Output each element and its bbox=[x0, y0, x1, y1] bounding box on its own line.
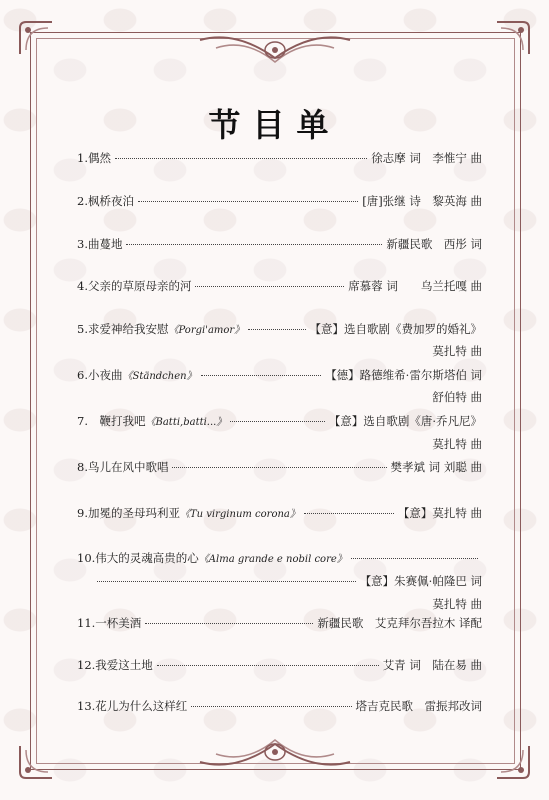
corner-ornament-icon bbox=[495, 20, 531, 56]
item-credits: 艾青 词 陆在易 曲 bbox=[382, 658, 482, 672]
program-item bbox=[77, 236, 482, 254]
item-title: 7. 鞭打我吧 bbox=[77, 414, 146, 428]
program-item bbox=[77, 278, 482, 296]
program-item-continued bbox=[77, 573, 482, 591]
program-item bbox=[77, 367, 482, 385]
item-composer: 舒伯特 曲 bbox=[432, 390, 482, 404]
item-credits: 新疆民歌 西彤 词 bbox=[386, 237, 482, 251]
dot-leader bbox=[351, 558, 478, 559]
item-original-title: 《Porgi'amor》 bbox=[168, 325, 245, 336]
item-credits: 【意】选自歌剧《费加罗的婚礼》 bbox=[309, 322, 482, 336]
bottom-ornament-icon bbox=[196, 734, 354, 774]
item-title: 10.伟大的灵魂高贵的心 bbox=[77, 551, 199, 565]
item-title: 9.加冕的圣母玛利亚 bbox=[77, 506, 180, 520]
item-title: 12.我爱这土地 bbox=[77, 658, 153, 672]
item-original-title: 《Tu virginum corona》 bbox=[179, 509, 300, 520]
corner-ornament-icon bbox=[18, 20, 54, 56]
item-credits: 【德】路德维希·雷尔斯塔伯 词 bbox=[325, 368, 482, 382]
item-title: 3.曲蔓地 bbox=[77, 237, 123, 251]
dot-leader bbox=[115, 158, 367, 159]
top-ornament-icon bbox=[196, 28, 354, 68]
item-title: 5.求爱神给我安慰 bbox=[77, 322, 169, 336]
item-credits: [唐]张继 诗 黎英海 曲 bbox=[362, 194, 482, 208]
program-item bbox=[77, 413, 482, 431]
corner-ornament-icon bbox=[495, 744, 531, 780]
dot-leader bbox=[201, 375, 322, 376]
item-original-title: 《Alma grande e nobil core》 bbox=[198, 554, 347, 565]
program-item bbox=[77, 150, 482, 168]
item-composer: 莫扎特 曲 bbox=[432, 597, 482, 611]
dot-leader bbox=[172, 467, 386, 468]
item-title: 13.花儿为什么这样红 bbox=[77, 699, 188, 713]
item-title: 4.父亲的草原母亲的河 bbox=[77, 279, 192, 293]
program-item bbox=[77, 459, 482, 477]
item-credits: 塔吉克民歌 雷振邦改词 bbox=[355, 699, 482, 713]
item-credits: 新疆民歌 艾克拜尔吾拉木 译配 bbox=[317, 616, 482, 630]
program-item bbox=[77, 321, 482, 339]
dot-leader bbox=[195, 286, 344, 287]
item-composer: 莫扎特 曲 bbox=[432, 437, 482, 451]
dot-leader bbox=[97, 581, 356, 582]
program-item bbox=[77, 193, 482, 211]
corner-ornament-icon bbox=[18, 744, 54, 780]
program-item bbox=[77, 505, 482, 523]
dot-leader bbox=[138, 201, 358, 202]
dot-leader bbox=[248, 329, 305, 330]
item-title: 1.偶然 bbox=[77, 151, 111, 165]
item-credits: 【意】选自歌剧《唐·乔凡尼》 bbox=[328, 414, 482, 428]
item-credits: 席慕蓉 词 乌兰托嘎 曲 bbox=[348, 279, 482, 293]
item-original-title: 《Ständchen》 bbox=[122, 371, 197, 382]
item-credits: 樊孝斌 词 刘聪 曲 bbox=[390, 460, 482, 474]
item-title: 8.鸟儿在风中歌唱 bbox=[77, 460, 169, 474]
item-original-title: 《Batti,batti...》 bbox=[145, 417, 227, 428]
program-item bbox=[77, 550, 482, 568]
item-composer: 莫扎特 曲 bbox=[432, 344, 482, 358]
item-title: 2.枫桥夜泊 bbox=[77, 194, 134, 208]
dot-leader bbox=[126, 244, 382, 245]
item-title: 6.小夜曲 bbox=[77, 368, 123, 382]
dot-leader bbox=[145, 623, 313, 624]
item-credits: 徐志摩 词 李惟宁 曲 bbox=[371, 151, 482, 165]
dot-leader bbox=[304, 513, 394, 514]
dot-leader bbox=[230, 421, 325, 422]
page-title: 节目单 bbox=[208, 106, 341, 144]
item-credits: 【意】朱赛佩·帕隆巴 词 bbox=[359, 574, 482, 588]
program-item bbox=[77, 657, 482, 675]
program-item bbox=[77, 615, 482, 633]
dot-leader bbox=[157, 665, 379, 666]
item-credits: 【意】莫扎特 曲 bbox=[397, 506, 482, 520]
item-title: 11.一杯美酒 bbox=[77, 616, 142, 630]
program-item bbox=[77, 698, 482, 716]
dot-leader bbox=[191, 706, 351, 707]
